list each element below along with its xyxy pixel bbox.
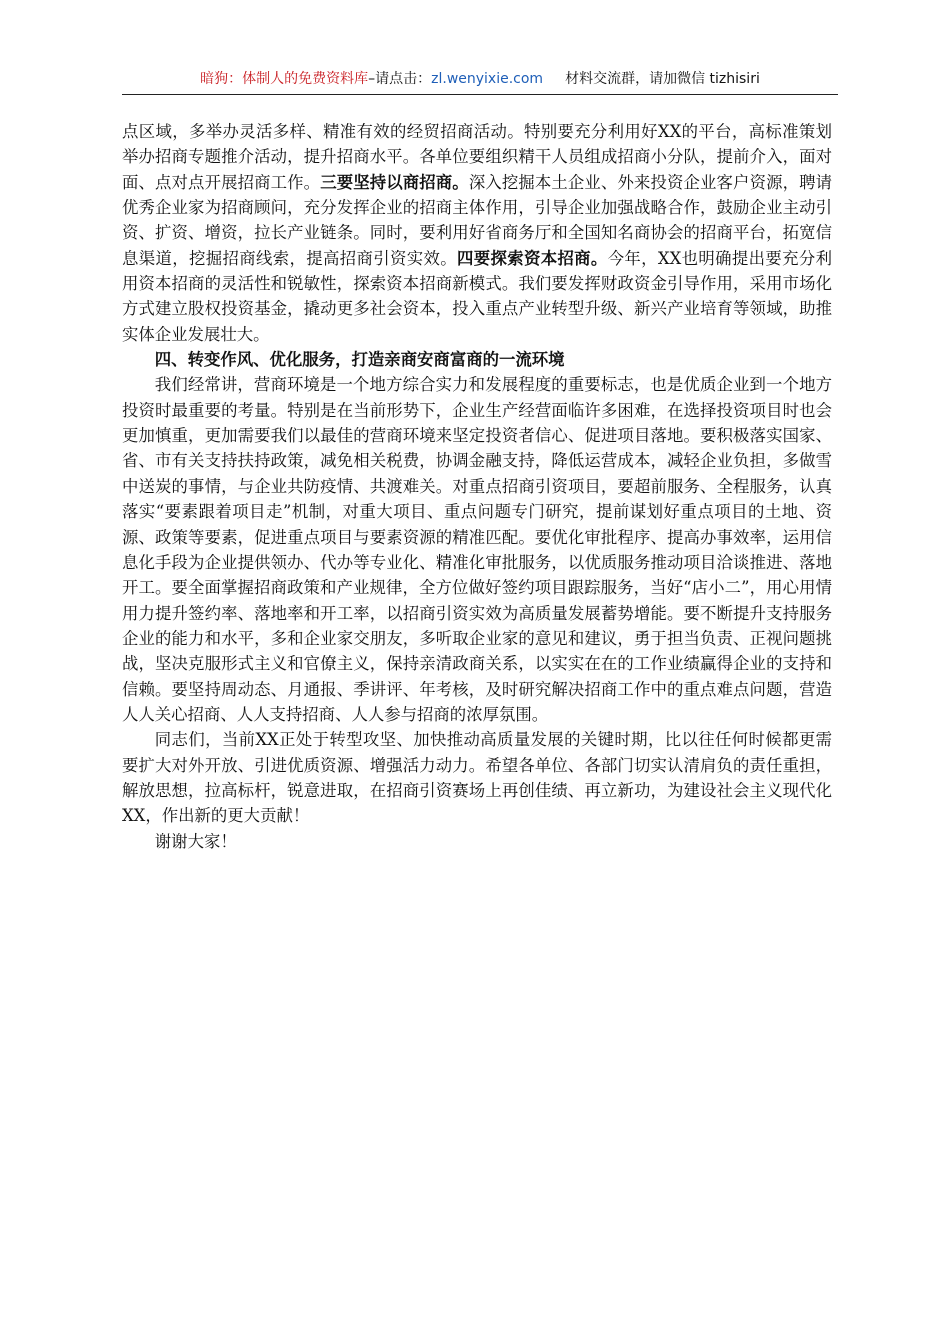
page-header [122, 68, 838, 95]
closing-remark: 谢谢大家！ [154, 831, 237, 851]
paragraph-text: 深入挖掘本土企业、外来投资企业客户资源，聘请优秀企业家为招商顾问，充分发挥企业的招商主体作用，引导企业加强战略合作，鼓励企业主动引资、扩资、增资，拉长产业链条。同时，要利用好省商务厅和全国知名商协会的招商平台，拓宽信息渠道，挖掘招商线索，提高招商引资实效。 [122, 172, 833, 268]
bold-point-four: 四要探索资本招商。 [456, 248, 608, 268]
header-brand: 暗狗：体制人的免费资料库 [200, 71, 369, 87]
paragraph-investment-methods [122, 119, 832, 347]
header-click-prefix: –请点击： [368, 71, 432, 87]
paragraph-text: 点区域，多举办灵活多样、精准有效的经贸招商活动。特别要充分利用好XX的平台，高标准策划举办招商专题推介活动，提升招商水平。各单位要组织精干人员组成招商小分队，提前介入，面对面、点对点开展招商工作。 [122, 122, 832, 192]
paragraph-conclusion: 同志们，当前XX正处于转型攻坚、加快推动高质量发展的关键时期，比以往任何时候都更需要扩大对外开放、引进优质资源、增强活力动力。希望各单位、各部门切实认清肩负的责任重担，解放思想，拉高标杆，锐意进取，在招商引资赛场上再创佳绩、再立新功，为建设社会主义现代化XX，作出新的更大贡献！ [122, 730, 832, 826]
document-body [122, 119, 832, 854]
bold-point-three: 三要坚持以商招商。 [320, 172, 469, 192]
header-contact: 材料交流群，请加微信 tizhisiri [565, 71, 760, 87]
header-url-link[interactable]: zl.wenyixie.com [431, 71, 544, 87]
paragraph-business-environment: 我们经常讲，营商环境是一个地方综合实力和发展程度的重要标志，也是优质企业到一个地方投资时最重要的考量。特别是在当前形势下，企业生产经营面临许多困难，在选择投资项目时也会更加慎重，更加需要我们以最佳的营商环境来坚定投资者信心、促进项目落地。要积极落实国家、省、市有关支持扶持政策，减免相关税费，协调金融支持，降低运营成本，减轻企业负担，多做雪中送炭的事情，与企业共防疫情、共渡难关。对重点招商引资项目，要超前服务、全程服务，认真落实“要素跟着项目走”机制，对重大项目、重点问题专门研究，提前谋划好重点项目的土地、资源、政策等要素，促进重点项目与要素资源的精准匹配。要优化审批程序、提高办事效率，运用信息化手段为企业提供领办、代办等专业化、精准化审批服务，以优质服务推动项目洽谈推进、落地开工。要全面掌握招商政策和产业规律，全方位做好签约项目跟踪服务，当好“店小二”，用心用情用力提升签约率、落地率和开工率，以招商引资实效为高质量发展蓄势增能。要不断提升支持服务企业的能力和水平，多和企业家交朋友，多听取企业家的意见和建议，勇于担当负责、正视问题挑战，坚决克服形式主义和官僚主义，保持亲清政商关系，以实实在在的工作业绩赢得企业的支持和信赖。要坚持周动态、月通报、季讲评、年考核，及时研究解决招商工作中的重点难点问题，营造人人关心招商、人人支持招商、人人参与招商的浓厚氛围。 [122, 375, 832, 724]
paragraph-text: 今年，XX也明确提出要充分利用资本招商的灵活性和锐敏性，探索资本招商新模式。我们要发挥财政资金引导作用，采用市场化方式建立股权投资基金，撬动更多社会资本，投入重点产业转型升级、新兴产业培育等领域，助推实体企业发展壮大。 [122, 248, 832, 344]
section-heading: 四、转变作风、优化服务，打造亲商安商富商的一流环境 [154, 350, 565, 370]
